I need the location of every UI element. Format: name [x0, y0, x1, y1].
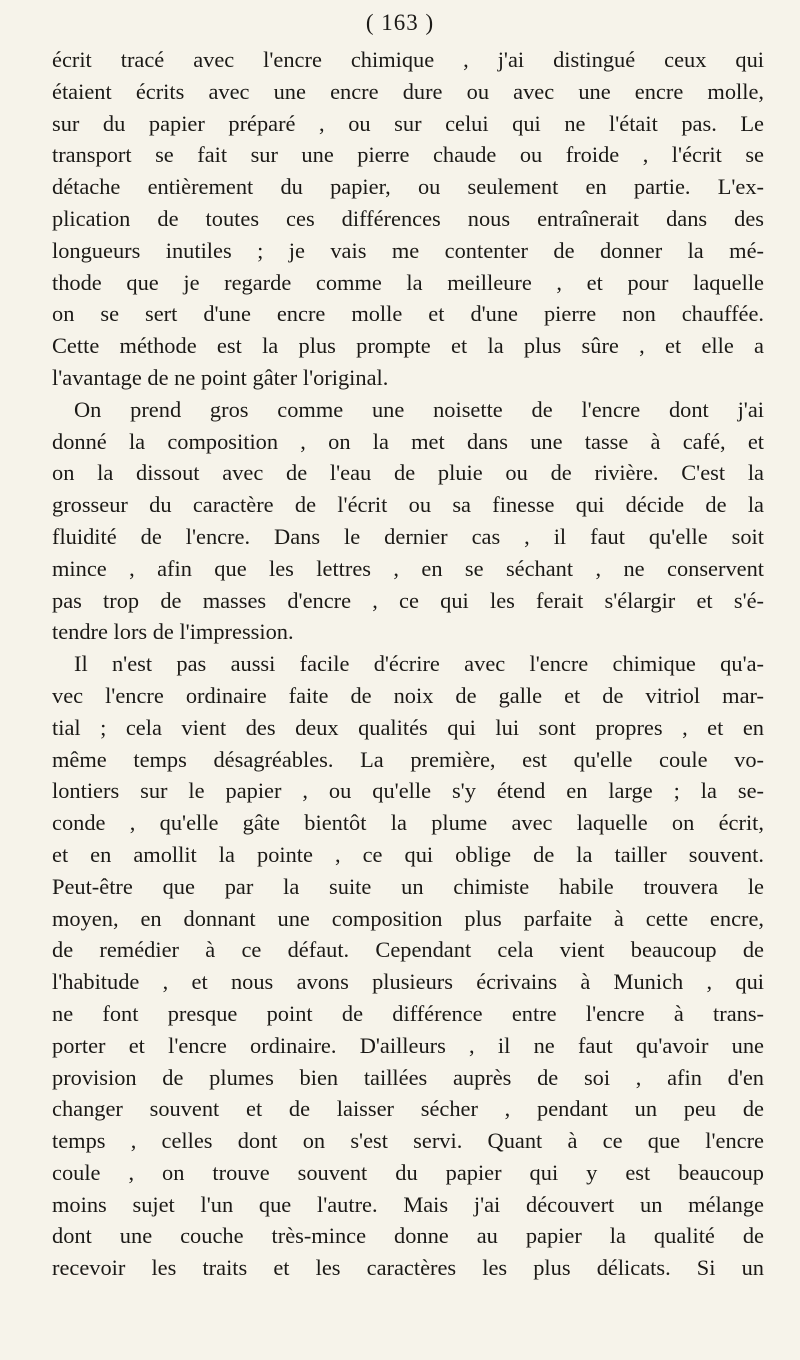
text-line: longueurs inutiles ; je vais me contenter de donner la mé-	[52, 237, 764, 263]
text-line: grosseur du caractère de l'écrit ou sa finesse qui décide de la	[52, 492, 764, 518]
text-line: thode que je regarde comme la meilleure , et pour laquelle	[52, 269, 764, 295]
text-line: recevoir les traits et les caractères les plus délicats. Si un	[52, 1255, 764, 1281]
text-line: on la dissout avec de l'eau de pluie ou de rivière. C'est la	[52, 460, 764, 486]
text-line: on se sert d'une encre molle et d'une pierre non chauffée.	[52, 301, 764, 327]
text-line: écrit tracé avec l'encre chimique , j'ai distingué ceux qui	[52, 47, 764, 72]
text-line: transport se fait sur une pierre chaude ou froide , l'écrit se	[52, 142, 764, 168]
text-line: l'avantage de ne point gâter l'original.	[52, 364, 389, 390]
text-line: même temps désagréables. La première, est qu'elle coule vo-	[52, 746, 764, 772]
text-line: détache entièrement du papier, ou seulement en partie. L'ex-	[52, 174, 764, 200]
text-line: tendre lors de l'impression.	[52, 619, 294, 645]
text-line: tial ; cela vient des deux qualités qui lui sont propres , et en	[52, 714, 764, 740]
text-line: pas trop de masses d'encre , ce qui les ferait s'élargir et s'é-	[52, 587, 764, 613]
text-line: porter et l'encre ordinaire. D'ailleurs , il ne faut qu'avoir une	[52, 1032, 764, 1058]
text-line: Cette méthode est la plus prompte et la plus sûre , et elle a	[52, 333, 764, 359]
text-line: plication de toutes ces différences nous entraînerait dans des	[52, 205, 764, 231]
text-line: moyen, en donnant une composition plus parfaite à cette encre,	[52, 905, 764, 931]
text-line: de remédier à ce défaut. Cependant cela vient beaucoup de	[52, 937, 764, 963]
body-text	[52, 44, 764, 1284]
text-line: et en amollit la pointe , ce qui oblige de la tailler souvent.	[52, 841, 764, 867]
text-line: ne font presque point de différence entre l'encre à trans-	[52, 1000, 764, 1026]
text-line: sur du papier préparé , ou sur celui qui ne l'était pas. Le	[52, 110, 764, 136]
text-line: donné la composition , on la met dans une tasse à café, et	[52, 428, 764, 454]
text-line: provision de plumes bien taillées auprès de soi , afin d'en	[52, 1064, 764, 1090]
text-line: lontiers sur le papier , ou qu'elle s'y étend en large ; la se-	[52, 778, 764, 804]
text-line: temps , celles dont on s'est servi. Quant à ce que l'encre	[52, 1128, 764, 1154]
text-line: dont une couche très-mince donne au papier la qualité de	[52, 1223, 764, 1249]
page-number: ( 163 )	[365, 10, 435, 35]
text-line: vec l'encre ordinaire faite de noix de galle et de vitriol mar-	[52, 682, 764, 708]
text-line: conde , qu'elle gâte bientôt la plume avec laquelle on écrit,	[52, 810, 764, 836]
text-line: changer souvent et de laisser sécher , pendant un peu de	[52, 1096, 764, 1122]
text-line: étaient écrits avec une encre dure ou avec une encre molle,	[52, 78, 764, 104]
text-line: On prend gros comme une noisette de l'encre dont j'ai	[74, 396, 764, 422]
text-line: l'habitude , et nous avons plusieurs écrivains à Munich , qui	[52, 969, 764, 995]
text-line: coule , on trouve souvent du papier qui y est beaucoup	[52, 1159, 764, 1185]
text-line: mince , afin que les lettres , en se séchant , ne conservent	[52, 555, 764, 581]
text-line: fluidité de l'encre. Dans le dernier cas , il faut qu'elle soit	[52, 523, 764, 549]
text-line: Il n'est pas aussi facile d'écrire avec l'encre chimique qu'a-	[74, 651, 764, 677]
text-line: moins sujet l'un que l'autre. Mais j'ai découvert un mélange	[52, 1191, 764, 1217]
text-line: Peut-être que par la suite un chimiste habile trouvera le	[52, 873, 764, 899]
